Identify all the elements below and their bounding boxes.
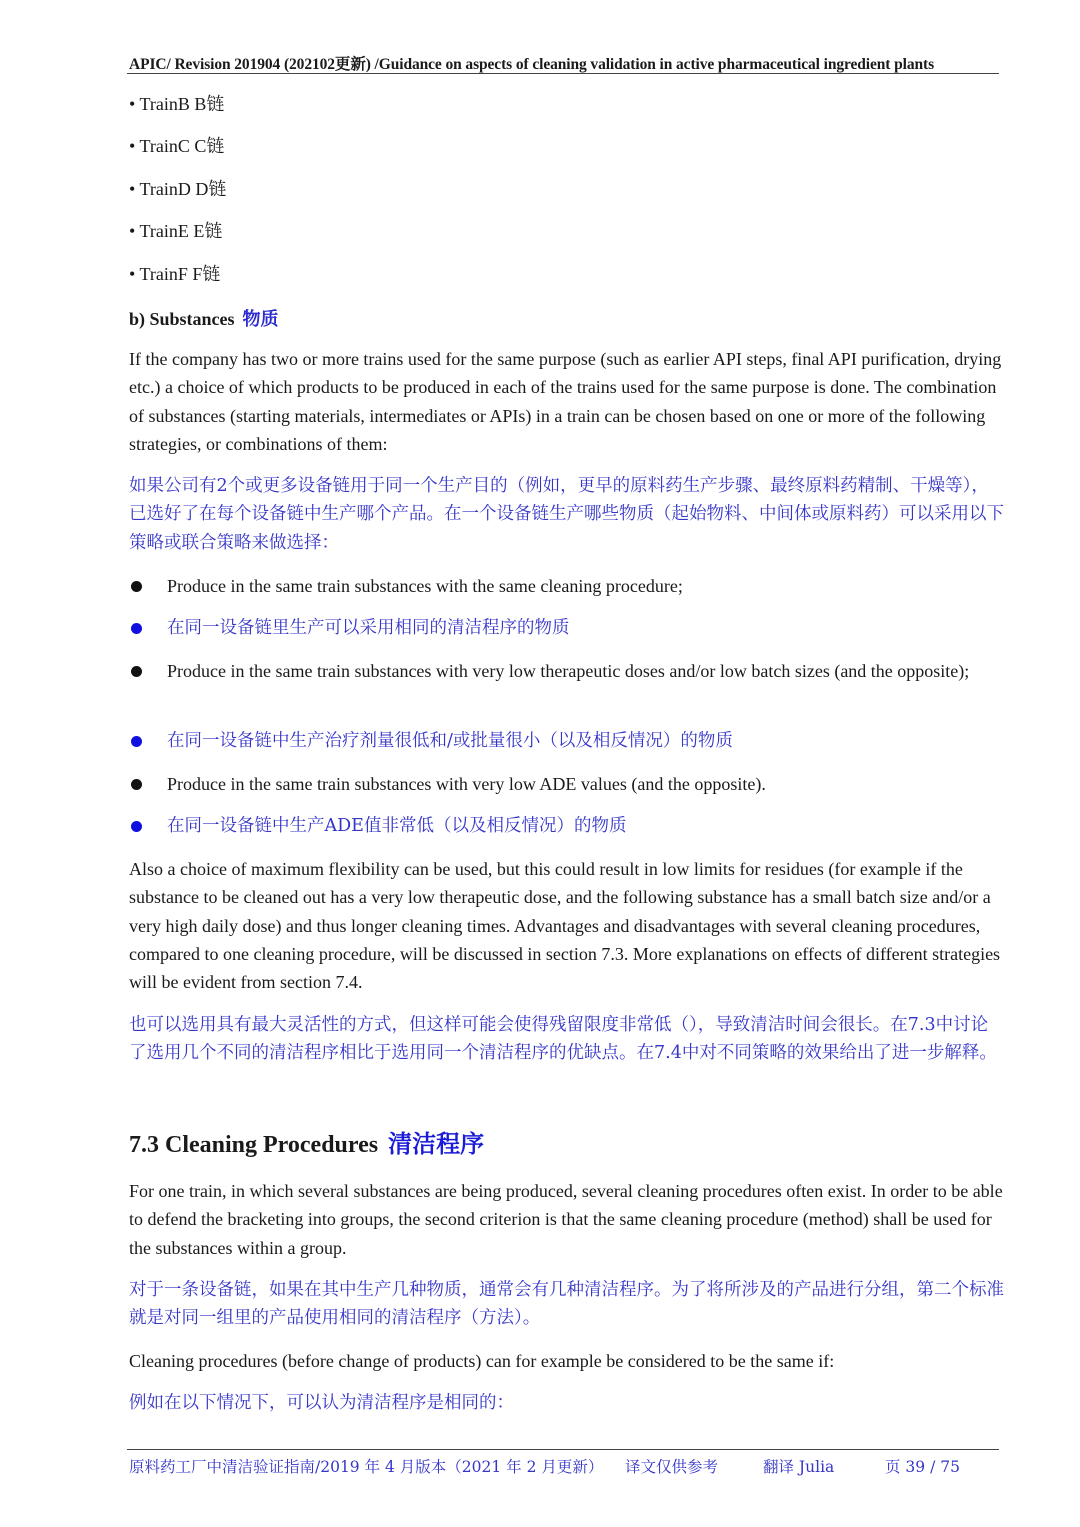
train-list-item [129, 219, 222, 243]
substances-heading [129, 305, 279, 331]
page-footer [129, 1455, 999, 1477]
train-label: TrainF F链 [139, 264, 221, 284]
bullet-icon [131, 779, 142, 790]
cleaning-procedures-paragraph-cn: 对于一条设备链，如果在其中生产几种物质，通常会有几种清洁程序。为了将所涉及的产品进行分组，第二个标准就是对同一组里的产品使用相同的清洁程序（方法）。 [129, 1280, 1004, 1329]
bullet-icon: • [129, 264, 136, 284]
bullet-icon [131, 666, 142, 677]
substances-heading-en: b) Substances [129, 309, 235, 329]
substances-heading-cn: 物质 [242, 309, 279, 330]
train-list-item [129, 177, 226, 201]
flexibility-paragraph-cn: 也可以选用具有最大灵活性的方式，但这样可能会使得残留限度非常低（），导致清洁时间会很长。在7.3中讨论了选用几个不同的清洁程序相比于选用同一个清洁程序的优缺点。在7.4中对不同策略的效果给出了进一步解释。 [129, 1015, 997, 1064]
same-procedure-criteria-en: Cleaning procedures (before change of products) can for example be considered to be the same if: [129, 1351, 835, 1371]
train-label: TrainB B链 [139, 94, 225, 114]
header-divider [127, 73, 999, 74]
flexibility-paragraph-en: Also a choice of maximum flexibility can be used, but this could result in low limits for residues (for example if the substance to be cleaned out has a very low therapeutic dose, and the following substance has a small batch size and/or a very high daily dose) and thus longer cleaning times. Advantages and disadvantages with several cleaning procedures, compared to one cleaning procedure, will be discussed in section 7.3. More explanations on effects of different strategies will be evident from section 7.4. [129, 859, 1001, 993]
same-procedure-criteria-cn: 例如在以下情况下，可以认为清洁程序是相同的： [129, 1393, 514, 1413]
train-label: TrainC C链 [139, 136, 225, 156]
page-header: APIC/ Revision 201904 (202102更新) /Guidance on aspects of cleaning validation in active pharmaceutical ingredient plants [129, 56, 935, 73]
substances-intro-cn: 如果公司有2个或更多设备链用于同一个生产目的（例如，更早的原料药生产步骤、最终原料药精制、干燥等），已选好了在每个设备链中生产哪个产品。在一个设备链生产哪些物质（起始物料、中间体或原料药）可以采用以下策略或联合策略来做选择： [129, 476, 1004, 553]
bullet-icon: • [129, 136, 136, 156]
bullet-icon: • [129, 179, 136, 199]
train-label: TrainD D链 [139, 179, 227, 199]
section-heading-en: 7.3 Cleaning Procedures [129, 1132, 379, 1158]
footer-page-number: 页 39 / 75 [885, 1458, 960, 1476]
footer-disclaimer: 译文仅供参考 [625, 1458, 719, 1476]
section-heading-7-3 [129, 1124, 484, 1159]
train-list-item [129, 134, 224, 158]
train-label: TrainE E链 [139, 221, 223, 241]
footer-divider [127, 1449, 999, 1450]
bullet-icon [131, 581, 142, 592]
footer-doc-title: 原料药工厂中清洁验证指南/2019 年 4 月版本（2021 年 2 月更新） [129, 1458, 604, 1476]
cleaning-procedures-paragraph-en: For one train, in which several substances are being produced, several cleaning procedures often exist. In order to be able to defend the bracketing into groups, the second criterion is that the same cleaning procedure (method) shall be used for the substances within a group. [129, 1181, 1003, 1258]
document-page: APIC/ Revision 201904 (202102更新) /Guidance on aspects of cleaning validation in active pharmaceutical ingredient plants • TrainB B链 • TrainC C链 • TrainD D链 • TrainE E链 • TrainF F链 b) Substances 物质 If the company has two or more trains used for the same purpose (such as earlier API steps, final API purification, drying etc.) a choice of which products to be produced in each of the trains used for the same purpose is done. The combination of substances (starting materials, intermediates or APIs) in a train can be chosen based on one or more of the following strategies, or combinations of them: 如果公司有2个或更多设备链用于同一个生产目的（例如，更早的原料药生产步骤、最终原料药精制、干燥等），已选好了在每个设备链中生产哪个产品。在一个设备链生产哪些物质（起始物料、中间体或原料药）可以采用以下策略或联合策略来做选择： Produce in the same train substances with the same cleaning procedure; 在同一设备链里生产可以采用相同的清洁程序的物质 Produce in the same train substances with very low therapeutic doses and/or low batch sizes (and the opposite); 在同一设备链中生产治疗剂量很低和/或批量很小（以及相反情况）的物质 Produce in the same train substances with very low ADE values (and the opposite). 在同一设备链中生产ADE值非常低（以及相反情况）的物质 Also a choice of maximum flexibility can be used, but this could result in low limits for residues (for example if the substance to be cleaned out has a very low therapeutic dose, and the following substance has a small batch size and/or a very high daily dose) and thus longer cleaning times. Advantages and disadvantages with several cleaning procedures, compared to one cleaning procedure, will be discussed in section 7.3. More explanations on effects of different strategies will be evident from section 7.4. 也可以选用具有最大灵活性的方式，但这样可能会使得残留限度非常低（），导致清洁时间会很长。在7.3中讨论了选用几个不同的清洁程序相比于选用同一个清洁程序的优缺点。在7.4中对不同策略的效果给出了进一步解释。 7.3 Cleaning Procedures 清洁程序 For one train, in which several substances are being produced, several cleaning procedures often exist. In order to be able to defend the bracketing into groups, the second criterion is that the same cleaning procedure (method) shall be used for the substances within a group. 对于一条设备链，如果在其中生产几种物质，通常会有几种清洁程序。为了将所涉及的产品进行分组，第二个标准就是对同一组里的产品使用相同的清洁程序（方法）。 Cleaning procedures (before change of products) can for example be considered to be the same if: 例如在以下情况下，可以认为清洁程序是相同的： 原料药工厂中清洁验证指南/2019 年 4 月版本（2021 年 2 月更新） 译文仅供参考 翻译 Julia 页 39 / 75 [0, 0, 1080, 1527]
footer-translator: 翻译 Julia [763, 1458, 835, 1476]
train-list-item [129, 262, 220, 286]
bullet-icon [131, 736, 142, 747]
bullet-icon [131, 623, 142, 634]
bullet-icon [131, 821, 142, 832]
substances-intro-en: If the company has two or more trains used for the same purpose (such as earlier API steps, final API purification, drying etc.) a choice of which products to be produced in each of the trains used for the same purpose is done. The combination of substances (starting materials, intermediates or APIs) in a train can be chosen based on one or more of the following strategies, or combinations of them: [129, 349, 1002, 454]
bullet-icon: • [129, 94, 136, 114]
bullet-icon: • [129, 221, 136, 241]
section-heading-cn: 清洁程序 [388, 1130, 485, 1158]
train-list-item [129, 92, 224, 116]
